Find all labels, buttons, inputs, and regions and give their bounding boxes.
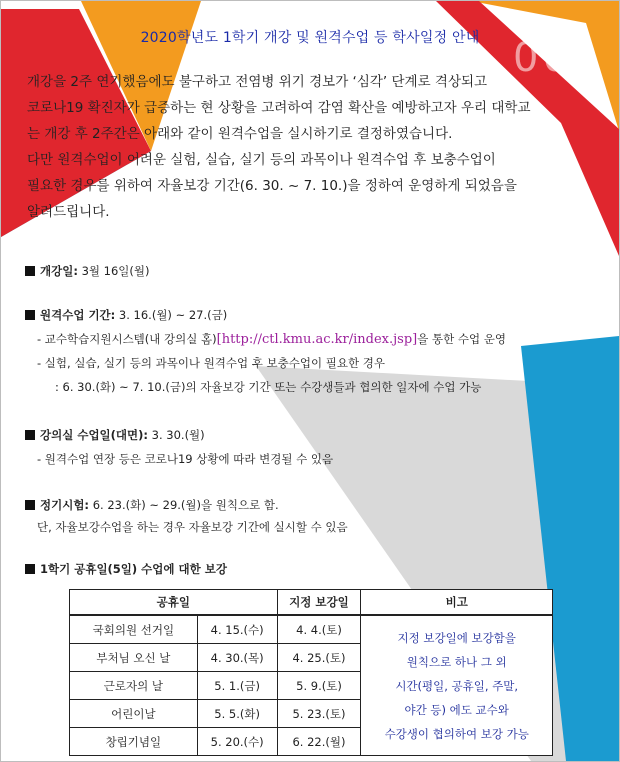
holiday-table <box>69 589 553 756</box>
holiday-name: 어린이날 <box>70 700 198 728</box>
holiday-name: 근로자의 날 <box>70 672 198 700</box>
online-line-1-suffix: 을 통한 수업 운영 <box>417 332 506 346</box>
makeup-date: 6. 22.(월) <box>277 728 361 756</box>
note-line: 야간 등) 에도 교수와 <box>404 702 509 717</box>
decorative-circles: 000 <box>513 35 602 81</box>
holiday-date: 5. 5.(화) <box>197 700 277 728</box>
square-bullet-icon <box>25 564 35 574</box>
online-line-2: - 실험, 실습, 실기 등의 과목이나 원격수업 후 보충수업이 필요한 경우 <box>37 356 385 370</box>
section-heading: 정기시험: <box>40 498 90 512</box>
section-heading: 개강일: <box>40 264 78 278</box>
header-holiday: 공휴일 <box>70 590 278 616</box>
holiday-date: 4. 15.(수) <box>197 615 277 644</box>
section-value: 3. 16.(월) ~ 27.(금) <box>115 308 228 322</box>
intro-paragraph <box>27 69 601 225</box>
holiday-date: 5. 1.(금) <box>197 672 277 700</box>
header-note: 비고 <box>361 590 553 616</box>
square-bullet-icon <box>25 266 35 276</box>
section-heading: 원격수업 기간: <box>40 308 116 322</box>
online-line-3: : 6. 30.(화) ~ 7. 10.(금)의 자율보강 기간 또는 수강생들과 협의한 일자에 수업 가능 <box>55 380 482 394</box>
intro-line: 코로나19 확진자가 급증하는 현 상황을 고려하여 감염 확산을 예방하고자 우리 대학교 <box>27 100 531 116</box>
makeup-date: 4. 4.(토) <box>277 615 361 644</box>
note-cell <box>361 615 553 756</box>
section-holiday <box>25 561 227 577</box>
header-makeup-day: 지정 보강일 <box>277 590 361 616</box>
holiday-name: 부처님 오신 날 <box>70 644 198 672</box>
online-line-1-prefix: - 교수학습지원시스템(내 강의실 홈) <box>37 332 217 346</box>
table-header-row <box>70 590 553 616</box>
holiday-date: 5. 20.(수) <box>197 728 277 756</box>
holiday-name: 국회의원 선거일 <box>70 615 198 644</box>
section-heading: 1학기 공휴일(5일) 수업에 대한 보강 <box>40 562 227 576</box>
makeup-date: 5. 9.(토) <box>277 672 361 700</box>
square-bullet-icon <box>25 310 35 320</box>
square-bullet-icon <box>25 500 35 510</box>
holiday-date: 4. 30.(목) <box>197 644 277 672</box>
section-classroom <box>25 427 205 443</box>
intro-line: 는 개강 후 2주간은 아래와 같이 원격수업을 실시하기로 결정하였습니다. <box>27 126 453 142</box>
section-value: 3. 30.(월) <box>148 428 205 442</box>
lms-link[interactable]: [http://ctl.kmu.ac.kr/index.jsp] <box>216 332 418 347</box>
section-start <box>25 263 150 279</box>
note-line: 원칙으로 하나 그 외 <box>406 654 507 669</box>
exam-line-1: 단, 자율보강수업을 하는 경우 자율보강 기간에 실시할 수 있음 <box>37 520 348 534</box>
intro-line: 필요한 경우를 위하여 자율보강 기간(6. 30. ~ 7. 10.)을 정하여 운영하게 되었음을 <box>27 178 517 194</box>
section-heading: 강의실 수업일(대면): <box>40 428 148 442</box>
square-bullet-icon <box>25 430 35 440</box>
note-line: 수강생이 협의하여 보강 가능 <box>384 726 529 741</box>
intro-line: 개강을 2주 연기했음에도 불구하고 전염병 위기 경보가 ‘심각’ 단계로 격상되고 <box>27 74 488 90</box>
makeup-date: 4. 25.(토) <box>277 644 361 672</box>
note-line: 지정 보강일에 보강함을 <box>397 630 516 645</box>
classroom-line-1: - 원격수업 연장 등은 코로나19 상황에 따라 변경될 수 있음 <box>37 452 334 466</box>
intro-line: 다만 원격수업이 어려운 실험, 실습, 실기 등의 과목이나 원격수업 후 보충수업이 <box>27 152 496 168</box>
page-title: 2020학년도 1학기 개강 및 원격수업 등 학사일정 안내 <box>140 30 480 46</box>
table-row <box>70 615 553 644</box>
section-value: 3월 16일(월) <box>77 264 150 278</box>
section-exam <box>25 497 279 513</box>
section-online <box>25 307 227 323</box>
makeup-date: 5. 23.(토) <box>277 700 361 728</box>
online-line-1 <box>37 331 506 348</box>
intro-line: 알려드립니다. <box>27 204 110 220</box>
holiday-name: 창립기념일 <box>70 728 198 756</box>
section-value: 6. 23.(화) ~ 29.(월)을 원칙으로 함. <box>89 498 279 512</box>
note-line: 시간(평일, 공휴일, 주말, <box>395 678 519 693</box>
